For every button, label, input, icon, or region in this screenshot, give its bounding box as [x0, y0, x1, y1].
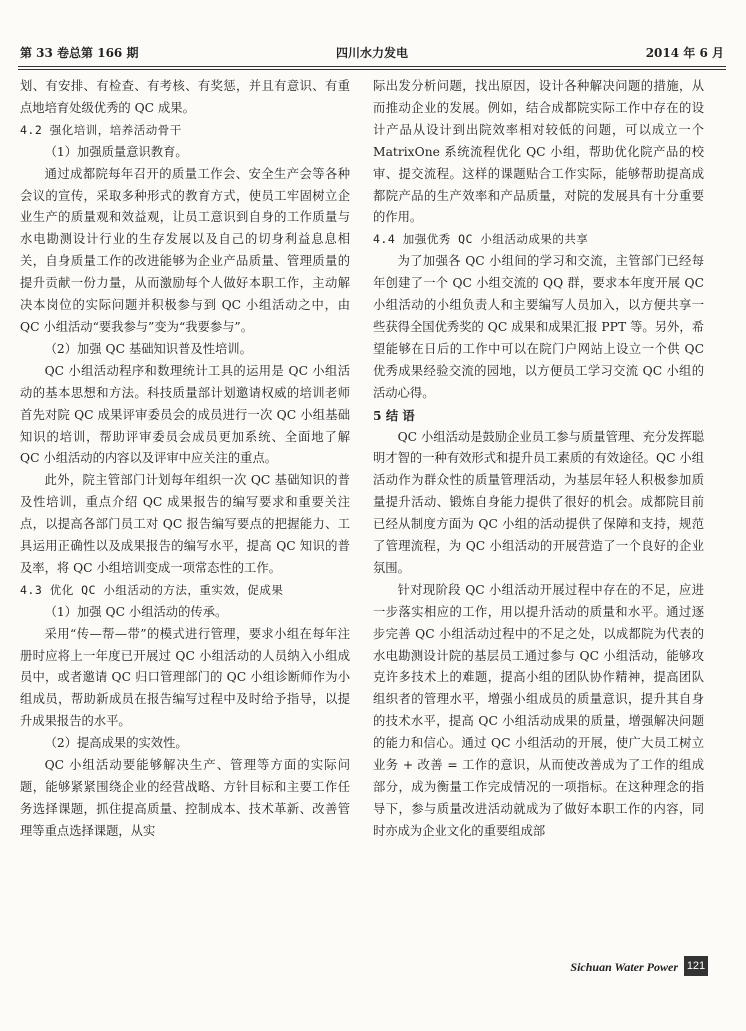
paragraph: 采用“传—帮—带”的模式进行管理，要求小组在每年注册时应将上一年度已开展过 QC 小组活动的人员纳入小组成员中，或者邀请 QC 归口管理部门的 QC 小组诊断师作为小组成员，帮助新成员在报告编写过程中及时给予指导，以提升成果报告的水平。 — [20, 626, 350, 729]
section-heading-4-3: 4.3 优化 QC 小组活动的方法，重实效，促成果 — [20, 582, 284, 597]
header-rule-thick — [18, 66, 726, 67]
issue-date: 2014 年 6 月 — [645, 46, 724, 60]
paragraph: （2）加强 QC 基础知识普及性培训。 — [44, 341, 252, 356]
left-column — [20, 76, 350, 843]
header-rule-thin — [18, 69, 726, 70]
section-heading-4-4: 4.4 加强优秀 QC 小组活动成果的共享 — [373, 232, 589, 247]
paragraph: QC 小组活动程序和数理统计工具的运用是 QC 小组活动的基本思想和方法。科技质量部计划邀请权威的培训老师首先对院 QC 成果评审委员会的成员进行一次 QC 小组基础知识的培训，帮助评审委员会成员更加系统、全面地了解 QC 小组活动的内容以及评审中应关注的重点。 — [20, 363, 350, 466]
paragraph: （2）提高成果的实效性。 — [44, 736, 188, 751]
journal-name: 四川水力发电 — [335, 46, 408, 60]
issue-number: 第 33 卷总第 166 期 — [20, 46, 139, 60]
page-number: 121 — [684, 956, 708, 976]
paragraph: 划、有安排、有检查、有考核、有奖惩，并且有意识、有重点地培育处级优秀的 QC 成果。 — [20, 79, 350, 115]
section-heading-4-2: 4.2 强化培训，培养活动骨干 — [20, 122, 182, 137]
paragraph: 通过成都院每年召开的质量工作会、安全生产会等各种会议的宣传，采取多种形式的教育方式，使员工牢固树立企业生产的质量观和效益观，让员工意识到自身的工作质量与水电勘测设计行业的生存发展以及自己的切身利益息息相关，自身质量工作的改进能够为企业产品质量、管理质量的提升贡献一份力量，从而激励每个人做好本职工作，主动解决本岗位的实际问题并积极参与到 QC 小组活动之中，由 QC 小组活动“要我参与”变为“我要参与”。 — [20, 166, 350, 334]
paragraph: （1）加强质量意识教育。 — [44, 144, 188, 159]
paragraph: 为了加强各 QC 小组间的学习和交流，主管部门已经每年创建了一个 QC 小组交流的 QQ 群，要求本年度开展 QC 小组活动的小组负责人和主要编写人员加入，以方便共享一些获得全国优秀奖的 QC 成果和成果汇报 PPT 等。另外，希望能够在日后的工作中可以在院门户网站上设立一个供 QC 优秀成果经验交流的园地，以方便员工学习交流 QC 小组的活动心得。 — [373, 254, 704, 400]
running-header — [18, 42, 726, 64]
right-column — [373, 76, 704, 843]
paragraph: （1）加强 QC 小组活动的传承。 — [44, 604, 228, 619]
section-heading-5: 5 结 语 — [373, 407, 415, 423]
paragraph: QC 小组活动是鼓励企业员工参与质量管理、充分发挥聪明才智的一种有效形式和提升员工素质的有效途径。QC 小组活动作为群众性的质量管理活动，为基层年轻人积极参加质量提升活动、锻炼自身能力提供了很好的机会。成都院目前已经从制度方面为 QC 小组的活动提供了保障和支持，规范了管理流程，为 QC 小组活动的开展营造了一个良好的企业氛围。 — [373, 429, 704, 575]
paragraph: 此外，院主管部门计划每年组织一次 QC 基础知识的普及性培训，重点介绍 QC 成果报告的编写要求和重要关注点，以提高各部门员工对 QC 报告编写要点的把握能力、工具运用正确性以及成果报告的编写水平，提高 QC 知识的普及率，将 QC 小组培训变成一项常态性的工作。 — [20, 473, 350, 575]
paragraph: QC 小组活动要能够解决生产、管理等方面的实际问题，能够紧紧围绕企业的经营战略、方针目标和主要工作任务选择课题，抓住提高质量、控制成本、技术革新、改善管理等重点选择课题，从实 — [20, 758, 350, 838]
paragraph: 针对现阶段 QC 小组活动开展过程中存在的不足，应进一步落实相应的工作，用以提升活动的质量和水平。通过逐步完善 QC 小组活动过程中的不足之处，以成都院为代表的水电勘测设计院的基层员工通过参与 QC 小组活动，能够攻克许多技术上的难题，提高小组的团队协作精神，提高团队组织者的管理水平，增强小组成员的质量意识，提升其自身的技术水平，提高 QC 小组活动成果的质量，增强解决问题的能力和信心。通过 QC 小组活动的开展，使广大员工树立业务 + 改善 = 工作的意识，从而使改善成为了工作的组成部分，成为衡量工作完成情况的一项指标。在这种理念的指导下，参与质量改进活动就成为了做好本职工作的内容，同时亦成为企业文化的重要组成部 — [373, 582, 704, 838]
paragraph: 际出发分析问题，找出原因，设计各种解决问题的措施，从而推动企业的发展。例如，结合成都院实际工作中存在的设计产品从设计到出院效率相对较低的问题，可以成立一个 MatrixOne 系统流程优化 QC 小组，帮助优化院产品的校审、提交流程。这样的课题贴合工作实际，能够帮助提高成都院产品的生产效率和产品质量，对院的发展具有十分重要的作用。 — [373, 79, 704, 225]
journal-english-name: Sichuan Water Power — [570, 960, 678, 974]
